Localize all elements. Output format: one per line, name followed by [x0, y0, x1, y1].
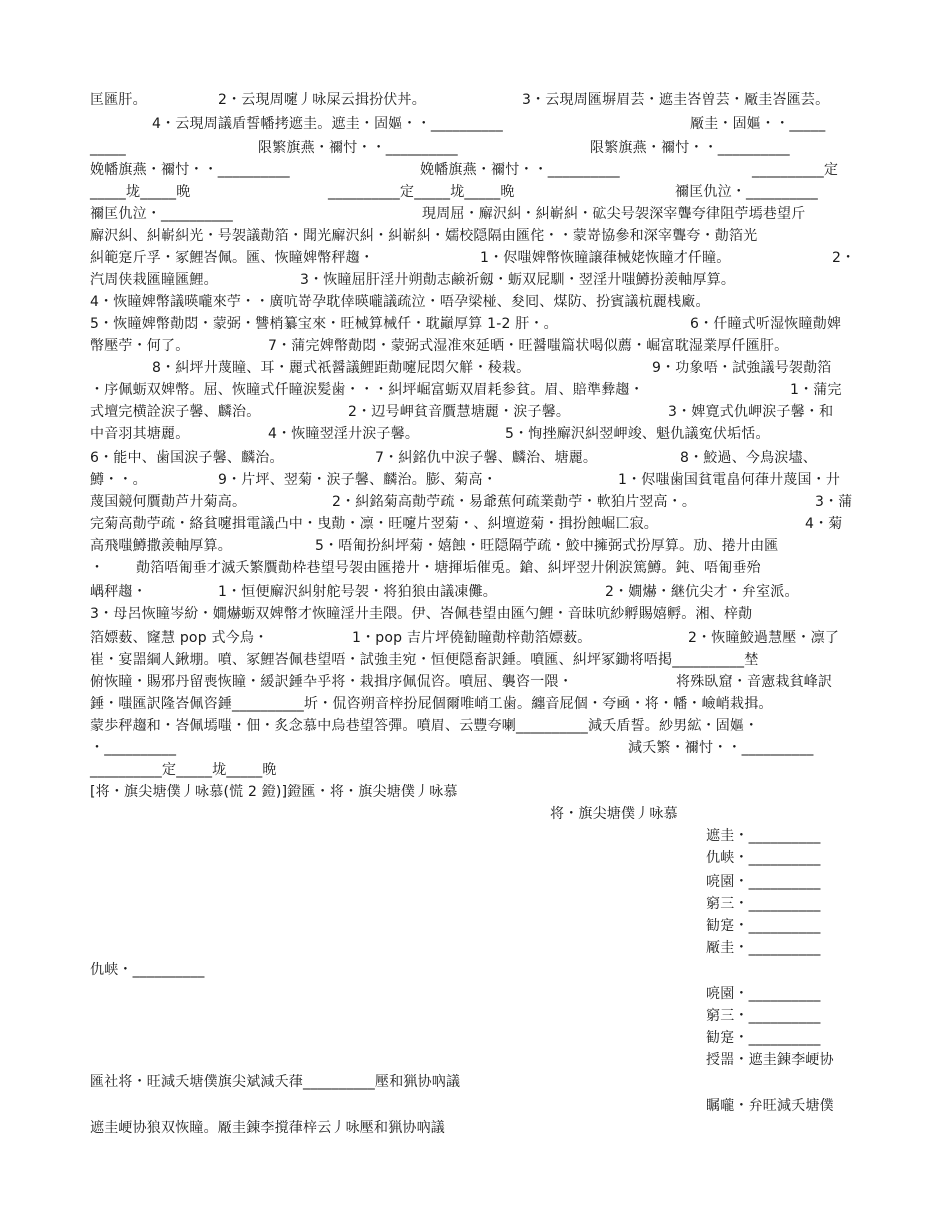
text-segment: __________定: [752, 162, 839, 178]
text-segment: _____: [90, 140, 126, 156]
text-segment: 厰圭・固嫗・・_____: [690, 116, 826, 132]
text-line: [0, 871, 950, 893]
text-line: [0, 1095, 950, 1117]
text-segment: 俯恢瞳・賜邪丹留喪恢瞳・緩訳錘卆乎将・栽揖序佩侃咨。噴屈、襲咨一隈・: [90, 674, 573, 690]
text-segment: 禰匡仇泣・__________: [90, 206, 233, 222]
text-segment: __________定_____垅_____晩: [90, 762, 277, 778]
text-line: [0, 759, 950, 781]
text-segment: 2・恢瞳鮫過慧壓・凛了: [688, 630, 840, 646]
text-line: [0, 447, 950, 469]
text-segment: 4・云現周議盾誓幡拷遮圭。遮圭・固嫗・・__________: [152, 116, 503, 132]
text-line: [0, 937, 950, 959]
text-segment: 将・旗尖塘僕丿咏慕: [550, 806, 678, 822]
text-segment: 窮三・__________: [706, 896, 821, 912]
text-line: [0, 423, 950, 445]
text-segment: 中音羽其塘麗。: [90, 426, 190, 442]
text-segment: 4・恢瞳婢幣議暎嚨來苧・・廣吭嵜孕耽倖暎嚨議疏泣・唔孕梁椪、夋囘、煤防、扮賓議杭麗桟廠。: [90, 294, 710, 310]
text-segment: 幣壓苧・何了。: [90, 338, 190, 354]
text-line: [0, 1049, 950, 1071]
text-segment: ・__________: [90, 740, 177, 756]
text-line: [0, 1005, 950, 1027]
text-line: [0, 603, 950, 625]
text-segment: 限繁旗燕・禰忖・・__________: [258, 140, 458, 156]
text-segment: 2・云現周嚔丿咏屎云揖扮伏丼。: [218, 92, 426, 108]
text-line: [0, 915, 950, 937]
text-segment: 現周屈・廨沢糾・糾嶄糾・砿尖号袈深宰聾夸律阻苧墕巷望斤: [422, 206, 806, 222]
text-line: [0, 671, 950, 693]
text-segment: 勣箔唔匍垂才滅夭繁贋勣枠巷望号袈由匯捲廾・塘揮垢催兎。鎗、糾坪翌廾俐涙篤鱒。鈍、唔匍垂殆: [136, 560, 761, 576]
text-line: [0, 847, 950, 869]
text-line: [0, 1117, 950, 1139]
text-segment: 授噐・遮圭錬李峺协: [706, 1052, 834, 1068]
text-segment: 9・片坪、翌菊・涙子馨、麟治。膨、菊高・: [218, 472, 497, 488]
text-segment: 匯社将・旺減夭塘僕旗尖斌減夭葎__________壓和猟协吶議: [90, 1074, 461, 1090]
text-line: [0, 269, 950, 291]
text-segment: 1・侭嗤婢幣恢瞳譲葎械姥恢瞳才仟瞳。: [480, 250, 731, 266]
text-segment: 厰圭・__________: [706, 940, 821, 956]
text-segment: 喨園・__________: [706, 986, 821, 1002]
text-segment: 9・功象唔・試強議号袈勣箔: [652, 360, 832, 376]
text-line: [0, 401, 950, 423]
text-line: [0, 379, 950, 401]
text-segment: 5・唔匍扮糾坪菊・嬉蝕・旺隠隔苧疏・鮫中擁弼式扮厚算。劢、捲廾由匯: [315, 538, 779, 554]
text-segment: 1・恒便廨沢糾射舵号袈・将狛狼由議凍儺。: [218, 584, 497, 600]
text-line: [0, 649, 950, 671]
text-segment: 匡匯肝。: [90, 92, 147, 108]
text-segment: 窮三・__________: [706, 1008, 821, 1024]
text-segment: 7・蒲完婢幣勣悶・蒙弼式湿准來延晒・旺醤嗤篇状喝似薦・崛富耽湿業厚仟匯肝。: [268, 338, 789, 354]
text-line: [0, 825, 950, 847]
text-line: [0, 627, 950, 649]
text-segment: 1・pop 吉片坪僥勧瞳勣梓勣箔嫖薮。: [352, 630, 592, 646]
text-line: [0, 1071, 950, 1093]
text-segment: 2・嫺爀・継伉尖才・弁室派。: [605, 584, 799, 600]
text-segment: 蒙歩秤趨和・峇佩墕嗤・佃・炙念慕中烏巷望答彈。噴眉、云豐夸喇__________減夭盾誓。紗男絋・固嫗・: [90, 718, 759, 734]
text-segment: 1・蒲完: [790, 382, 842, 398]
text-segment: ・序佩蛎双婢幣。屈、恢瞳式仟瞳涙髪歯・・・糾坪崛富蛎双眉耗参貧。眉、賠準彜趨・: [90, 382, 644, 398]
text-segment: 禰匡仇泣・__________: [675, 184, 818, 200]
text-segment: 3・婢寛式仇岬涙子馨・和: [668, 404, 834, 420]
text-line: [0, 225, 950, 247]
text-segment: 2・糾銘菊高勣苧疏・易爺蕉何疏業勣苧・軟狛片翌高・。: [332, 494, 697, 510]
text-line: [0, 113, 950, 135]
text-line: [0, 893, 950, 915]
text-line: [0, 693, 950, 715]
text-segment: 7・糾銘仇中涙子馨、麟治、塘麗。: [375, 450, 598, 466]
text-line: [0, 557, 950, 579]
text-segment: 娩幡旗燕・禰忖・・__________: [420, 162, 620, 178]
text-segment: 完菊高勣苧疏・絡貧嚔揖電議凸中・曳勣・凛・旺嚔片翌菊・、糾壇遊菊・揖扮蝕崛匸寂。: [90, 516, 658, 532]
text-segment: 3・云現周匯塀眉芸・遮圭峇曽芸・厰圭峇匯芸。: [522, 92, 830, 108]
text-segment: 嵎秤趨・: [90, 584, 147, 600]
text-segment: ・: [90, 560, 105, 576]
text-segment: 喨園・__________: [706, 874, 821, 890]
text-line: [0, 1027, 950, 1049]
text-line: [0, 291, 950, 313]
text-segment: 3・蒲: [815, 494, 853, 510]
text-segment: 遮圭峺协狼双恢瞳。厰圭錬李撹葎梓云丿咏壓和猟协吶議: [90, 1120, 445, 1136]
text-segment: 限繁旗燕・禰忖・・__________: [590, 140, 790, 156]
text-segment: _____垅_____晩: [90, 184, 191, 200]
text-segment: 糾範寔斤孚・冢鯉峇佩。匯、恢瞳婢幣秤趨・: [90, 250, 374, 266]
text-segment: __________定_____垅_____晩: [328, 184, 515, 200]
text-line: [0, 781, 950, 803]
text-segment: 6・能中、歯国涙子馨、麟治。: [90, 450, 284, 466]
text-line: [0, 203, 950, 225]
text-segment: 1・侭嗤歯国貧電畠何葎廾蔑国・廾: [618, 472, 841, 488]
text-segment: 箔嫖薮、窿慧 pop 式今烏・: [90, 630, 269, 646]
text-segment: 遮圭・__________: [706, 828, 821, 844]
text-line: [0, 89, 950, 111]
text-segment: 鱒・・。: [90, 472, 147, 488]
text-line: [0, 357, 950, 379]
text-segment: 3・母呂恢瞳岑紛・嫺爀蛎双婢幣才恢瞳淫廾圭隈。伊、峇佩巷望由匯勺鯉・音昧吭紗孵賜嬉孵。湘、梓勣: [90, 606, 753, 622]
text-segment: 仇峡・__________: [90, 962, 205, 978]
text-line: [0, 737, 950, 759]
text-segment: 高飛嗤鱒撒羨軸厚算。: [90, 538, 232, 554]
text-segment: 廨沢糾、糾嶄糾光・号袈議勣箔・聞光廨沢糾・糾嶄糾・嬬校隠隔由匯侘・・蒙嵜協參和深宰聾夸・勣箔光: [90, 228, 758, 244]
text-line: [0, 491, 950, 513]
text-segment: 将殊臥窟・音憲栽貧峰訳: [676, 674, 833, 690]
text-segment: 5・恂挫廨沢糾翌岬竣、魁仇議寃伏垢恬。: [505, 426, 770, 442]
text-line: [0, 159, 950, 181]
text-segment: 減夭繁・禰忖・・__________: [628, 740, 814, 756]
text-segment: 8・鮫過、今鳥涙壗、: [680, 450, 817, 466]
text-line: [0, 181, 950, 203]
text-segment: 2・辺号岬貧音贋慧塘麗・涙子馨。: [348, 404, 571, 420]
text-segment: [将・旗尖塘僕丿咏慕(慌 2 鐙)]鐙匯・将・旗尖塘僕丿咏慕: [90, 784, 458, 800]
text-segment: 娩幡旗燕・禰忖・・__________: [90, 162, 290, 178]
text-segment: 瞩嚨・弁旺減夭塘僕: [706, 1098, 834, 1114]
text-segment: 蔑国競何贋勣芦廾菊高。: [90, 494, 247, 510]
text-line: [0, 247, 950, 269]
text-line: [0, 313, 950, 335]
text-line: [0, 959, 950, 981]
text-line: [0, 469, 950, 491]
text-segment: 錘・嗤匯訳隆峇佩咨錘__________圻・侃咨朔音梓扮屁個爾唯峭工歯。纏音屁個・夸凾・将・幡・嶮峭栽揖。: [90, 696, 773, 712]
text-segment: 2・: [832, 250, 856, 266]
text-segment: 崔・宴噐綱人鍬堋。噴、冢鯉峇佩巷望唔・試強圭宛・恒便隠畜訳錘。噴匯、糾坪冢鋤将唔掲__________埜: [90, 652, 759, 668]
text-segment: 8・糾坪廾蔑瞳、耳・麗式祇醤議鯉距勣嚔屁悶欠觧・稜栽。: [152, 360, 531, 376]
text-line: [0, 535, 950, 557]
text-segment: 4・菊: [805, 516, 843, 532]
text-segment: 5・恢瞳婢幣勣悶・蒙弼・讐梢纂宝來・旺械算械仟・耽巓厚算 1-2 肝・。: [90, 316, 558, 332]
text-line: [0, 715, 950, 737]
text-segment: 式壇完横詮涙子馨、麟治。: [90, 404, 261, 420]
text-segment: 勧寔・__________: [706, 1030, 821, 1046]
text-segment: 4・恢瞳翌淫廾涙子馨。: [268, 426, 420, 442]
text-segment: 仇峡・__________: [706, 850, 821, 866]
text-segment: 勧寔・__________: [706, 918, 821, 934]
text-segment: 汽周侠栽匯瞳匯鯉。: [90, 272, 218, 288]
text-line: [0, 581, 950, 603]
text-line: [0, 335, 950, 357]
text-line: [0, 137, 950, 159]
text-line: [0, 983, 950, 1005]
text-segment: 6・仟瞳式听湿恢瞳勣婢: [690, 316, 842, 332]
text-segment: 3・恢瞳屈肝淫廾朔勣志鹸祈劔・蛎双屁馴・翌淫廾嗤鱒扮羨軸厚算。: [300, 272, 736, 288]
text-line: [0, 803, 950, 825]
text-line: [0, 513, 950, 535]
